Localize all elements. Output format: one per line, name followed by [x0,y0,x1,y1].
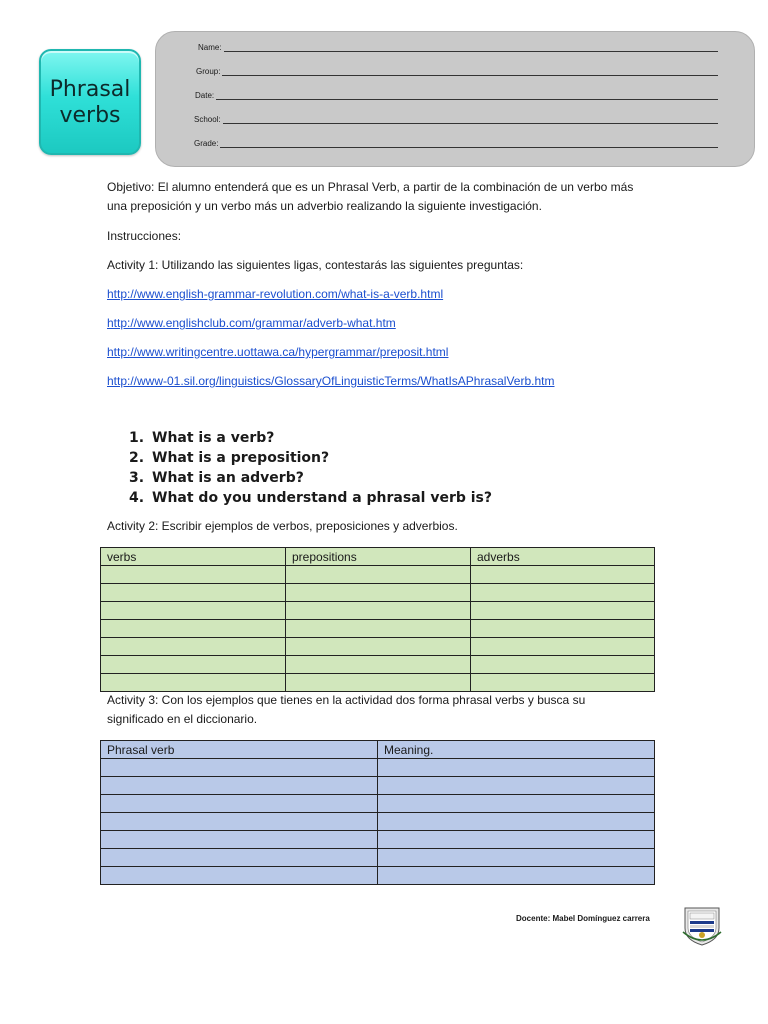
table-cell[interactable] [101,656,286,674]
table-row [101,867,655,885]
table-cell[interactable] [286,584,471,602]
table-cell[interactable] [471,674,655,692]
table-cell[interactable] [101,620,286,638]
table-cell[interactable] [101,759,378,777]
table-row [101,566,655,584]
table-cell[interactable] [471,584,655,602]
table-cell[interactable] [286,656,471,674]
link-adverb[interactable]: http://www.englishclub.com/grammar/adverb-what.htm [107,316,396,330]
school-seal-icon [681,902,723,946]
table-cell[interactable] [101,849,378,867]
phrasal-verbs-logo [39,49,141,155]
table-cell[interactable] [378,813,655,831]
table-cell[interactable] [378,759,655,777]
school-field[interactable] [194,114,718,126]
table-row [101,813,655,831]
table-row [101,849,655,867]
table-cell[interactable] [378,849,655,867]
activity-3-line-1: Activity 3: Con los ejemplos que tienes en la actividad dos forma phrasal verbs y busca su [107,693,586,707]
teacher-name: Docente: Mabel Domínguez carrera [516,914,650,923]
table-cell[interactable] [378,831,655,849]
group-field[interactable] [196,66,718,78]
table-row [101,759,655,777]
table-row [101,777,655,795]
date-field[interactable] [195,90,718,102]
verbs-table [100,547,655,692]
question-item: 2. What is a preposition? [129,450,330,466]
phrasal-verb-table [100,740,655,885]
activity-3-line-2: significado en el diccionario. [107,712,258,726]
table-cell[interactable] [286,566,471,584]
instructions-title: Instrucciones: [107,229,182,243]
table-cell[interactable] [471,566,655,584]
link-preposition[interactable]: http://www.writingcentre.uottawa.ca/hypergrammar/preposit.html [107,345,449,359]
grade-label: Grade: [194,139,219,148]
table-cell[interactable] [286,674,471,692]
table-row [101,620,655,638]
table-row [101,674,655,692]
activity-2-text: Activity 2: Escribir ejemplos de verbos, preposiciones y adverbios. [107,519,458,533]
table-row [101,795,655,813]
student-info-panel [155,31,755,167]
questions-list [129,428,492,508]
table-cell[interactable] [378,795,655,813]
table-cell[interactable] [101,813,378,831]
table-row [101,656,655,674]
table-row [101,638,655,656]
activity-1-text: Activity 1: Utilizando las siguientes ligas, contestarás las siguientes preguntas: [107,258,524,272]
table-row [101,831,655,849]
table-cell[interactable] [378,777,655,795]
question-item: 3. What is an adverb? [129,470,304,486]
table-cell[interactable] [286,638,471,656]
logo-line-2: verbs [59,103,121,128]
table-cell[interactable] [101,777,378,795]
table-cell[interactable] [471,602,655,620]
table-cell[interactable] [471,638,655,656]
table-row [101,602,655,620]
table-header-row [101,741,655,759]
table-cell[interactable] [378,867,655,885]
table-cell[interactable] [471,620,655,638]
table-cell[interactable] [101,638,286,656]
link-verb[interactable]: http://www.english-grammar-revolution.com/what-is-a-verb.html [107,287,444,301]
header-phrasal-verb: Phrasal verb [101,741,378,759]
header-meaning: Meaning. [378,741,655,759]
question-item: 4. What do you understand a phrasal verb is? [129,490,492,506]
school-label: School: [194,115,221,124]
question-item: 1. What is a verb? [129,430,275,446]
header-verbs: verbs [101,548,286,566]
header-adverbs: adverbs [471,548,655,566]
name-field[interactable] [198,42,718,54]
logo-line-1: Phrasal [49,77,131,102]
objective-line-2: una preposición y un verbo más un adverbio realizando la siguiente investigación. [107,199,542,213]
table-cell[interactable] [101,674,286,692]
table-row [101,584,655,602]
table-cell[interactable] [101,867,378,885]
objective-line-1: Objetivo: El alumno entenderá que es un Phrasal Verb, a partir de la combinación de un verbo más [107,180,634,194]
date-label: Date: [195,91,215,100]
table-cell[interactable] [286,620,471,638]
header-prepositions: prepositions [286,548,471,566]
table-cell[interactable] [286,602,471,620]
table-cell[interactable] [101,831,378,849]
table-cell[interactable] [101,795,378,813]
table-header-row [101,548,655,566]
group-label: Group: [196,67,221,76]
table-cell[interactable] [471,656,655,674]
link-phrasal-verb[interactable]: http://www-01.sil.org/linguistics/GlossaryOfLinguisticTerms/WhatIsAPhrasalVerb.htm [107,374,555,388]
table-cell[interactable] [101,602,286,620]
table-cell[interactable] [101,584,286,602]
table-cell[interactable] [101,566,286,584]
name-label: Name: [198,43,222,52]
grade-field[interactable] [194,138,718,150]
